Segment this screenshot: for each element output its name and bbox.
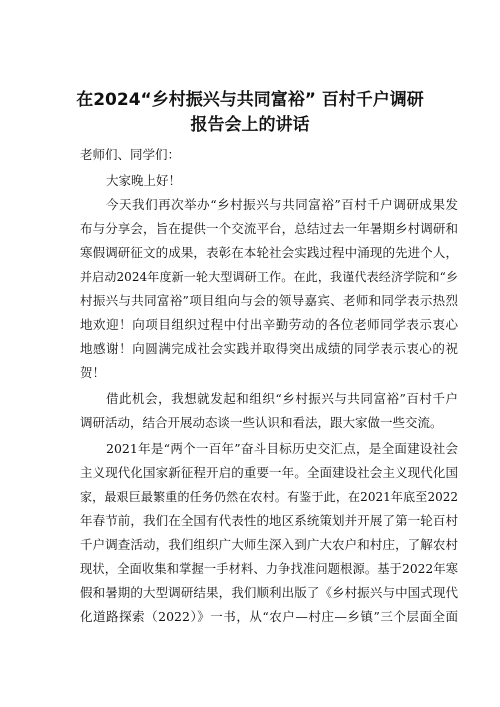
paragraph-3-line-2: 主义现代化国家新征程开启的重要一年。全面建设社会主义现代化国	[80, 465, 458, 480]
salutation: 老师们、同学们：	[80, 147, 181, 162]
paragraph-2-line-1: 借此机会，我想就发起和组织“乡村振兴与共同富裕”百村千户	[106, 391, 458, 406]
paragraph-1-line-2: 布与分享会，旨在提供一个交流平台，总结过去一年暑期乡村调研和	[80, 221, 458, 236]
paragraph-1-line-4: 并启动2024年度新一轮大型调研工作。在此，我谨代表经济学院和“乡	[80, 270, 458, 284]
speech-title-line-2: 报告会上的讲话	[190, 115, 310, 135]
paragraph-1-line-3: 寒假调研征文的成果，表彰在本轮社会实践过程中涌现的先进个人，	[80, 245, 458, 260]
paragraph-1-line-1: 今天我们再次举办“乡村振兴与共同富裕”百村千户调研成果发	[106, 197, 458, 212]
greeting: 大家晚上好！	[106, 173, 182, 188]
paragraph-3-line-1: 2021年是“两个一百年”奋斗目标历史交汇点，是全面建设社会	[106, 441, 458, 456]
paragraph-3-line-8: 化道路探索（2022）》一书，从“农户—村庄—乡镇”三个层面全面	[80, 609, 458, 624]
paragraph-3-line-6: 现状，全面收集和掌握一手材料、力争找准问题根源。基于2022年寒	[80, 562, 458, 576]
paragraph-1-line-8: 贺！	[80, 365, 106, 380]
paragraph-3-line-7: 假和暑期的大型调研结果，我们顺利出版了《乡村振兴与中国式现代	[80, 585, 458, 600]
paragraph-1-line-6: 地欢迎！向项目组织过程中付出辛勤劳动的各位老师同学表示衷心	[80, 317, 458, 332]
paragraph-3-line-5: 千户调查活动，我们组织广大师生深入到广大农户和村庄，了解农村	[80, 537, 458, 552]
paragraph-3-line-4: 年春节前，我们在全国有代表性的地区系统策划并开展了第一轮百村	[80, 513, 458, 528]
paragraph-3-line-3: 家，最艰巨最繁重的任务仍然在农村。有鉴于此，在2021年底至2022	[80, 490, 458, 504]
speech-title-line-1: 在2024“乡村振兴与共同富裕” 百村千户调研	[76, 90, 424, 110]
paragraph-1-line-5: 村振兴与共同富裕”项目组向与会的领导嘉宾、老师和同学表示热烈	[80, 293, 458, 308]
paragraph-1-line-7: 地感谢！向圆满完成社会实践并取得突出成绩的同学表示衷心的祝	[80, 341, 458, 356]
paragraph-2-line-2: 调研活动，结合开展动态谈一些认识和看法，跟大家做一些交流。	[80, 415, 443, 430]
